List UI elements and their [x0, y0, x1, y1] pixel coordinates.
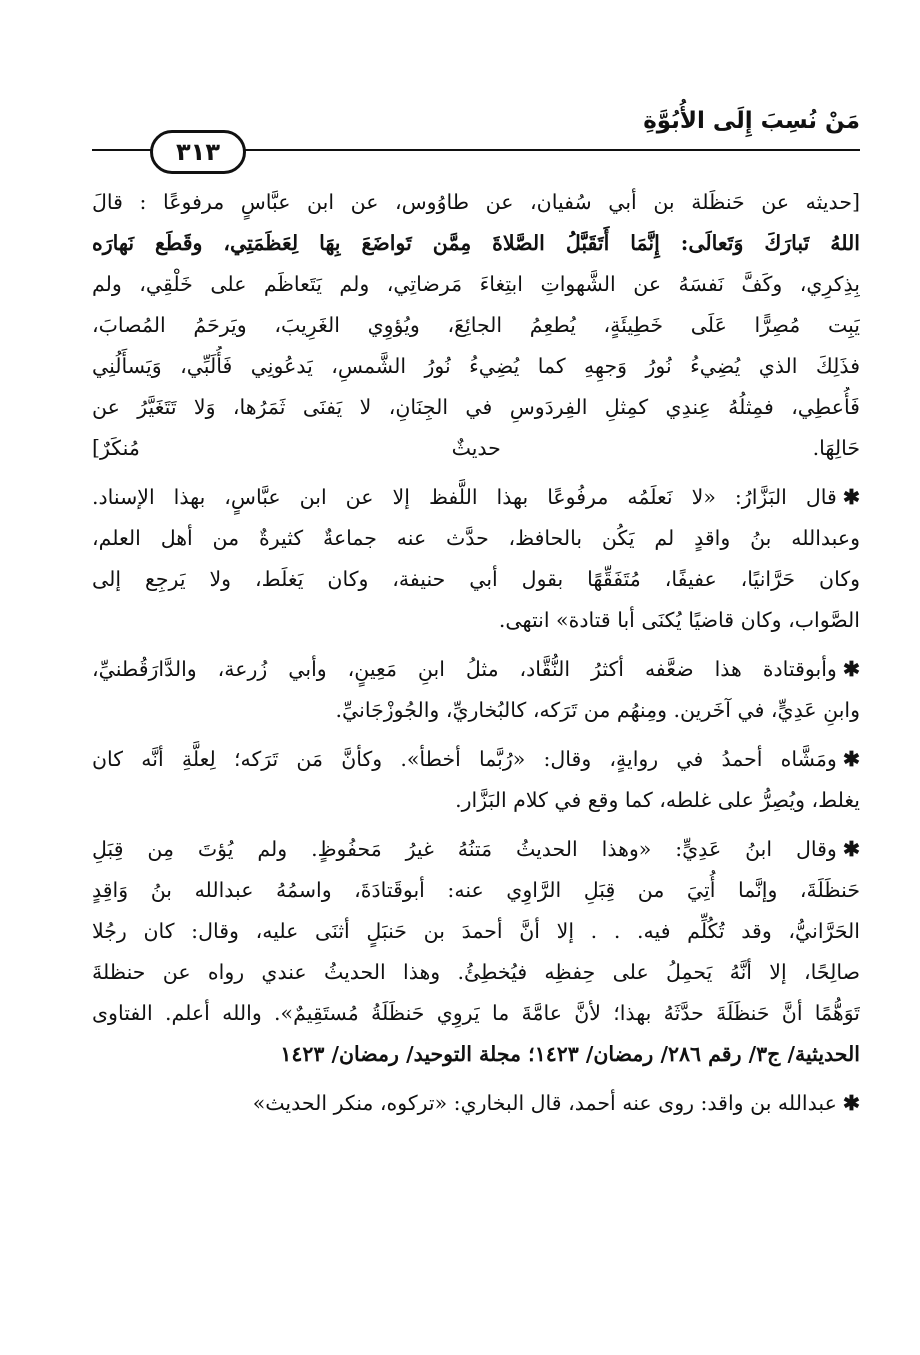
asterisk-icon: ✱	[842, 1091, 860, 1115]
text-line: ✱وأبوقتادة هذا ضعَّفه أكثرُ النُّقَّاد، مثلُ ابنِ مَعِينٍ، وأبي زُرعة، والدَّارَقُطنيِّ،	[92, 657, 860, 681]
bazzar-paragraph	[92, 477, 860, 641]
text-line: حَالِهَا. حديثٌ مُنكَرٌ]	[92, 436, 860, 460]
text-line: وابنِ عَدِيٍّ، في آخَرين. ومِنهُم من تَرَكه، كالبُخاريِّ، والجُوزْجَانيِّ.	[335, 698, 860, 722]
abuqatada-paragraph	[92, 649, 860, 731]
text-line: الحديثية/ ج٣/ رقم ٢٨٦/ رمضان/ ١٤٢٣؛ مجلة التوحيد/ رمضان/ ١٤٢٣	[280, 1042, 860, 1066]
text-line: الصَّواب، وكان قاضيًا يُكنَى أبا قتادة» انتهى.	[498, 608, 860, 632]
text-line: وكان حَرَّانيًا، عفيفًا، مُتَفَقِّهًا بقول أبي حنيفة، وكان يَغلَط، ولا يَرجِع إلى	[92, 567, 860, 591]
page-number-badge: ٣١٣	[150, 130, 246, 174]
text-line: الحَرَّانيُّ، وقد تُكُلِّم فيه. . . إلا أنَّ أحمدَ بن حَنبَلٍ أثنَى عليه، وقال: كان رجُلا	[92, 919, 860, 943]
text-line: يَبِت مُصِرًّا عَلَى خَطِيئَةٍ، يُطعِمُ الجائِعَ، ويُؤوِي الغَرِيبَ، ويَرحَمُ المُصابَ،	[92, 313, 860, 337]
text-line: ✱قال البَزَّارُ: «لا نَعلَمُه مرفُوعًا بهذا اللَّفظ إلا عن ابن عبَّاسٍ، بهذا الإسناد.	[92, 485, 860, 509]
asterisk-icon: ✱	[842, 747, 860, 771]
page-content	[92, 182, 860, 1132]
text-line: ✱ومَشَّاه أحمدُ في روايةٍ، وقال: «رُبَّما أخطأ». وكأنَّ مَن تَرَكه؛ لِعلَّةِ أنَّه كان	[92, 747, 860, 771]
hadith-paragraph	[92, 182, 860, 469]
text-line: تَوَهُّمًا أنَّ حَنظَلَةَ حدَّثَهُ بهذا؛ لأنَّ عامَّةَ ما يَروِي حَنظَلَةُ مُستَقِيمٌ». والله أعلم. الفتاوى	[92, 1001, 860, 1025]
text-line: بِذِكرِي، وكَفَّ نَفسَهُ عن الشَّهواتِ ابتِغاءَ مَرضاتِي، ولم يَتَعاظَم على خَلْقِي، ولم	[92, 272, 860, 296]
asterisk-icon: ✱	[842, 657, 860, 681]
asterisk-icon: ✱	[842, 837, 860, 861]
running-title: مَنْ نُسِبَ إِلَى الأُبُوَّةِ	[643, 108, 860, 134]
text-line: وعبدالله بنُ واقدٍ لم يَكُن بالحافظ، حدَّث عنه جماعةٌ كثيرةٌ من أهل العلم،	[92, 526, 860, 550]
text-line: [حديثه عن حَنظَلة بن أبي سُفيان، عن طاوُوس، عن ابن عبَّاسٍ مرفوعًا : قالَ	[92, 190, 860, 214]
text-line: حَنظَلَةَ، وإنَّما أُتِيَ من قِبَلِ الرَّاوِي عنه: أبوقَتادَةَ، واسمُهُ عبدالله بنُ وَاقِدٍ	[92, 878, 860, 902]
text-line: صالِحًا، إلا أنَّهُ يَحمِلُ على حِفظِه فيُخطِئُ. وهذا الحديثُ عندي رواه عن حنظلةَ	[92, 960, 860, 984]
asterisk-icon: ✱	[842, 485, 860, 509]
text-line: فذَلِكَ الذي يُضِيءُ نُورُ وَجهِهِ كما يُضِيءُ نُورُ الشَّمسِ، يَدعُونِي فَأُلَبِّي، وَيَسأَلُنِي	[92, 354, 860, 378]
text-line: ✱وقال ابنُ عَدِيٍّ: «وهذا الحديثُ مَتنُهُ غيرُ مَحفُوظٍ. ولم يُؤتَ مِن قِبَلِ	[92, 837, 860, 861]
text-line: اللهُ تَبارَكَ وَتَعالَى: إِنَّمَا أَتَقَبَّلُ الصَّلاةَ مِمَّن تَواضَعَ بِهَا لِعَظَمَتِي، وقَطَع نَهارَه	[92, 231, 860, 255]
text-line: ✱عبدالله بن واقد: روى عنه أحمد، قال البخاري: «تركوه، منكر الحديث»	[252, 1091, 860, 1115]
text-line: يغلط، ويُصِرُّ على غلطه، كما وقع في كلام البَزَّار.	[455, 788, 860, 812]
ibnadi-paragraph	[92, 829, 860, 1075]
ahmad-paragraph	[92, 739, 860, 821]
text-line: فَأُعطِي، فمِثلُهُ عِندِي كمِثلِ الفِردَوسِ في الجِنَانِ، لا يَفنَى ثَمَرُها، وَلا تَتَغَيَّرُ عن	[92, 395, 860, 419]
footnote-paragraph	[92, 1083, 860, 1124]
